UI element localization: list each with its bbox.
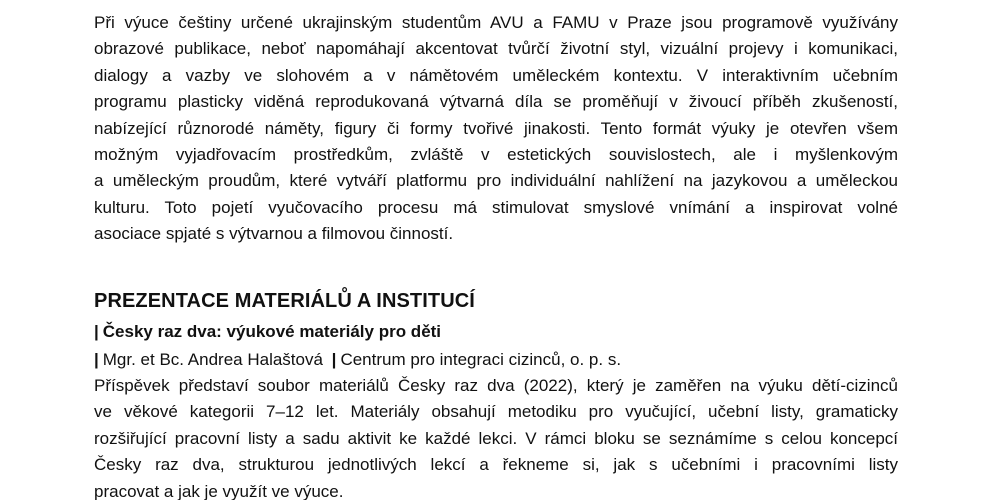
- paragraph-line: rozšiřující pracovní listy a sadu aktivit ke každé lekci. V rámci bloku se seznámíme s celou koncepcí: [94, 428, 898, 448]
- author-line: [94, 350, 621, 370]
- institution-name: Centrum pro integraci cizinců, o. p. s.: [340, 350, 622, 369]
- presentation-title-text: Česky raz dva: výukové materiály pro děti: [102, 322, 442, 341]
- paragraph-line: asociace spjaté s výtvarnou a filmovou činností.: [94, 224, 454, 244]
- author-name: Mgr. et Bc. Andrea Halaštová: [102, 350, 323, 369]
- abstract-paragraph: [94, 373, 898, 500]
- document-page: [94, 0, 898, 500]
- paragraph-line: programu plasticky viděná reprodukovaná výtvarná díla se proměňují v živoucí příběh zkušeností,: [94, 92, 898, 112]
- paragraph-line: dialogy a vazby ve slohovém a v námětovém uměleckém kontextu. V interaktivním učebním: [94, 65, 898, 85]
- paragraph-line: nabízející různorodé náměty, figury či formy tvořivé jinakosti. Tento formát výuky je otevřen všem: [94, 118, 898, 138]
- paragraph-line: Příspěvek představí soubor materiálů Česky raz dva (2022), který je zaměřen na výuku dětí-cizinců: [94, 376, 898, 395]
- intro-paragraph: [94, 10, 898, 248]
- paragraph-line: Česky raz dva, strukturou jednotlivých lekcí a řekneme si, jak s učebními i pracovními listy: [94, 455, 898, 475]
- paragraph-line: ve věkové kategorii 7–12 let. Materiály obsahují metodiku pro vyučující, učební listy, gramaticky: [94, 402, 898, 422]
- paragraph-line: možným vyjadřovacím prostředkům, zvláště v estetických souvislostech, ale i myšlenkovým: [94, 145, 898, 165]
- paragraph-line: a uměleckým proudům, které vytváří platformu pro individuální nahlížení na jazykovou a uměleckou: [94, 171, 898, 191]
- section-marker: |: [94, 350, 99, 369]
- paragraph-line: pracovat a jak je využít ve výuce.: [94, 481, 344, 500]
- section-heading: PREZENTACE MATERIÁLŮ A INSTITUCÍ: [94, 290, 475, 312]
- presentation-title: [94, 322, 441, 342]
- paragraph-line: kulturu. Toto pojetí vyučovacího procesu má stimulovat smyslové vnímání a inspirovat volné: [94, 197, 898, 217]
- section-marker: |: [331, 350, 337, 369]
- paragraph-line: obrazové publikace, neboť napomáhají akcentovat tvůrčí životní styl, vizuální projevy i komunikaci,: [94, 39, 898, 59]
- section-marker: |: [94, 322, 99, 341]
- paragraph-line: Při výuce češtiny určené ukrajinským studentům AVU a FAMU v Praze jsou programově využívány: [94, 13, 898, 32]
